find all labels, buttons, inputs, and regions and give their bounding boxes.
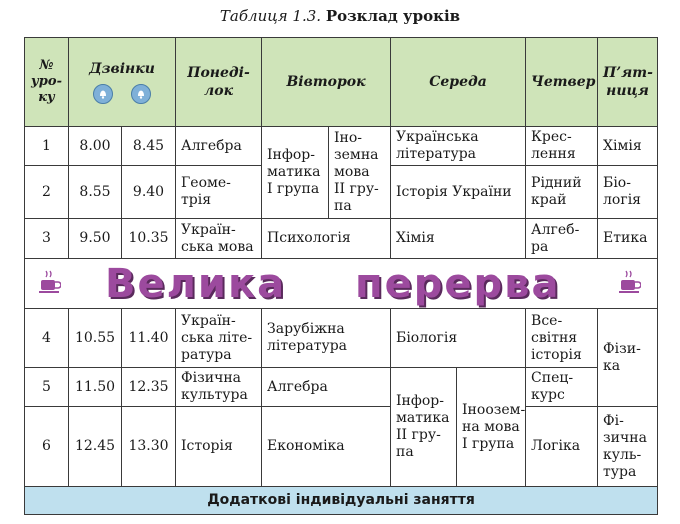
- tuesday-cell: Психологія: [262, 219, 391, 259]
- header-day-wednesday: Середа: [391, 38, 526, 127]
- friday-cell: Фізи- ка: [598, 309, 658, 407]
- end-time: 12.35: [122, 368, 176, 407]
- thursday-cell: Рідний край: [526, 166, 598, 219]
- start-time: 9.50: [69, 219, 122, 259]
- monday-cell: Україн- ська мова: [176, 219, 262, 259]
- table-row: [25, 368, 658, 407]
- lesson-number: 3: [25, 219, 69, 259]
- wednesday-cell: Хімія: [391, 219, 526, 259]
- tuesday-cell: Економіка: [262, 407, 391, 487]
- thursday-cell: Логіка: [526, 407, 598, 487]
- header-day-tuesday: Вівторок: [262, 38, 391, 127]
- wednesday-cell: Іноозем- на мова І група: [457, 368, 526, 487]
- start-time: 12.45: [69, 407, 122, 487]
- table-caption: [0, 6, 680, 26]
- wednesday-cell: Інфор- матика ІІ гру- па: [391, 368, 457, 487]
- monday-cell: Алгебра: [176, 127, 262, 166]
- table-row: [25, 309, 658, 368]
- end-time: 11.40: [122, 309, 176, 368]
- table-row: [25, 219, 658, 259]
- thursday-cell: Все- світня історія: [526, 309, 598, 368]
- header-row: [25, 38, 658, 127]
- monday-cell: Історія: [176, 407, 262, 487]
- tuesday-cell: Інфор- матика І група: [262, 127, 329, 219]
- wednesday-cell: Біологія: [391, 309, 526, 368]
- wednesday-cell: Історія України: [391, 166, 526, 219]
- monday-cell: Фізична культура: [176, 368, 262, 407]
- tuesday-cell: Алгебра: [262, 368, 391, 407]
- header-bells: [69, 38, 176, 127]
- additional-classes: Додаткові індивідуальні заняття: [25, 487, 658, 515]
- header-bells-label: Дзвінки: [89, 61, 155, 77]
- bell-icon: [131, 84, 151, 104]
- end-time: 8.45: [122, 127, 176, 166]
- end-time: 13.30: [122, 407, 176, 487]
- caption-prefix: Таблиця 1.3.: [219, 7, 322, 25]
- break-word-2: перерва: [355, 260, 561, 307]
- coffee-cup-icon: [39, 270, 61, 294]
- header-day-monday: Понеді- лок: [176, 38, 262, 127]
- schedule-table: [24, 37, 658, 515]
- end-time: 10.35: [122, 219, 176, 259]
- friday-cell: Біо- логія: [598, 166, 658, 219]
- coffee-cup-icon: [619, 270, 641, 294]
- start-time: 10.55: [69, 309, 122, 368]
- break-row: [25, 259, 658, 309]
- friday-cell: Етика: [598, 219, 658, 259]
- tuesday-cell: Іно- земна мова ІІ гру- па: [329, 127, 391, 219]
- footer-row: [25, 487, 658, 515]
- monday-cell: Україн- ська літе- ратура: [176, 309, 262, 368]
- friday-cell: Фі- зична куль- тура: [598, 407, 658, 487]
- lesson-number: 1: [25, 127, 69, 166]
- monday-cell: Геоме- трія: [176, 166, 262, 219]
- lesson-number: 5: [25, 368, 69, 407]
- bell-icon: [93, 84, 113, 104]
- header-day-friday: П’ят- ниця: [598, 38, 658, 127]
- thursday-cell: Крес- лення: [526, 127, 598, 166]
- table-row: [25, 407, 658, 487]
- header-day-thursday: Четвер: [526, 38, 598, 127]
- table-row: [25, 127, 658, 166]
- thursday-cell: Спец- курс: [526, 368, 598, 407]
- start-time: 8.55: [69, 166, 122, 219]
- start-time: 11.50: [69, 368, 122, 407]
- lesson-number: 2: [25, 166, 69, 219]
- lesson-number: 4: [25, 309, 69, 368]
- header-lesson-no: № уро- ку: [25, 38, 69, 127]
- wednesday-cell: Українська література: [391, 127, 526, 166]
- start-time: 8.00: [69, 127, 122, 166]
- break-word-1: Велика: [105, 260, 287, 307]
- thursday-cell: Алгеб- ра: [526, 219, 598, 259]
- big-break-banner: [25, 259, 658, 309]
- tuesday-cell: Зарубіжна література: [262, 309, 391, 368]
- caption-title: Розклад уроків: [325, 7, 461, 25]
- lesson-number: 6: [25, 407, 69, 487]
- friday-cell: Хімія: [598, 127, 658, 166]
- end-time: 9.40: [122, 166, 176, 219]
